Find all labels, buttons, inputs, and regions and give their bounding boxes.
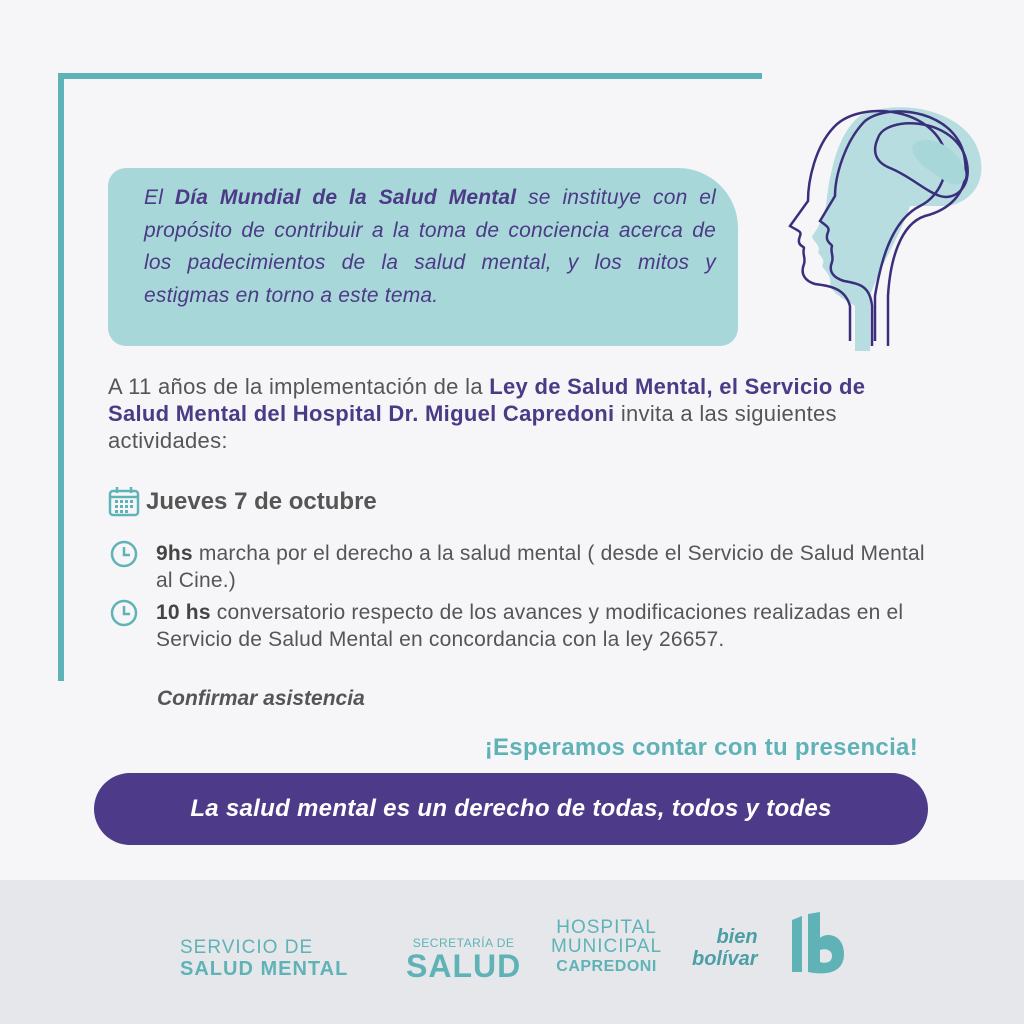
confirm-attendance[interactable]: Confirmar asistencia <box>157 687 365 710</box>
activity-time: 9hs <box>156 542 193 565</box>
date-row <box>108 486 377 518</box>
closing-message: ¡Esperamos contar con tu presencia! <box>484 734 918 761</box>
clock-icon <box>108 540 142 574</box>
secretaria-salud-logo: SECRETARÍA DE SALUD <box>406 936 522 984</box>
bien-bolivar-logo: bien bolívar <box>692 926 758 970</box>
invitation-paragraph: A 11 años de la implementación de la Ley de Salud Mental, el Servicio de Salud Mental del Hospital Dr. Miguel Capredoni invita a las siguientes actividades: <box>108 374 866 453</box>
activity-item <box>108 540 928 594</box>
calendar-icon <box>108 486 142 518</box>
date-label: Jueves 7 de octubre <box>146 488 377 515</box>
slogan-text: La salud mental es un derecho de todas, todos y todes <box>190 795 832 822</box>
activity-item <box>108 599 928 653</box>
frame-left-line <box>58 73 64 681</box>
clock-icon <box>108 599 142 633</box>
activity-time: 10 hs <box>156 601 211 624</box>
invitation-highlight: Ley de Salud Mental, el Servicio de Salud Mental del Hospital Dr. Miguel Capredoni <box>108 374 866 426</box>
intro-highlight: Día Mundial de la Salud Mental <box>174 186 517 209</box>
intro-text: El Día Mundial de la Salud Mental se instituye con el propósito de contribuir a la toma de conciencia acerca de los padecimientos de la salud mental, y los mitos y estigmas en torno a este tema. <box>144 186 716 307</box>
servicio-salud-mental-logo: SERVICIO DE SALUD MENTAL <box>180 937 349 980</box>
hospital-capredoni-logo: HOSPITAL MUNICIPAL CAPREDONI <box>551 917 663 975</box>
frame-top-line <box>58 73 762 79</box>
slogan-banner <box>94 773 928 845</box>
head-profile-illustration <box>760 96 990 356</box>
intro-box <box>108 168 738 346</box>
activity-text: 9hs marcha por el derecho a la salud mental ( desde el Servicio de Salud Mental al Cine.) <box>156 542 925 592</box>
bien-bolivar-mark-icon <box>788 912 848 976</box>
activity-text: 10 hs conversatorio respecto de los avances y modificaciones realizadas en el Servicio de Salud Mental en concordancia con la ley 26657. <box>156 601 904 651</box>
